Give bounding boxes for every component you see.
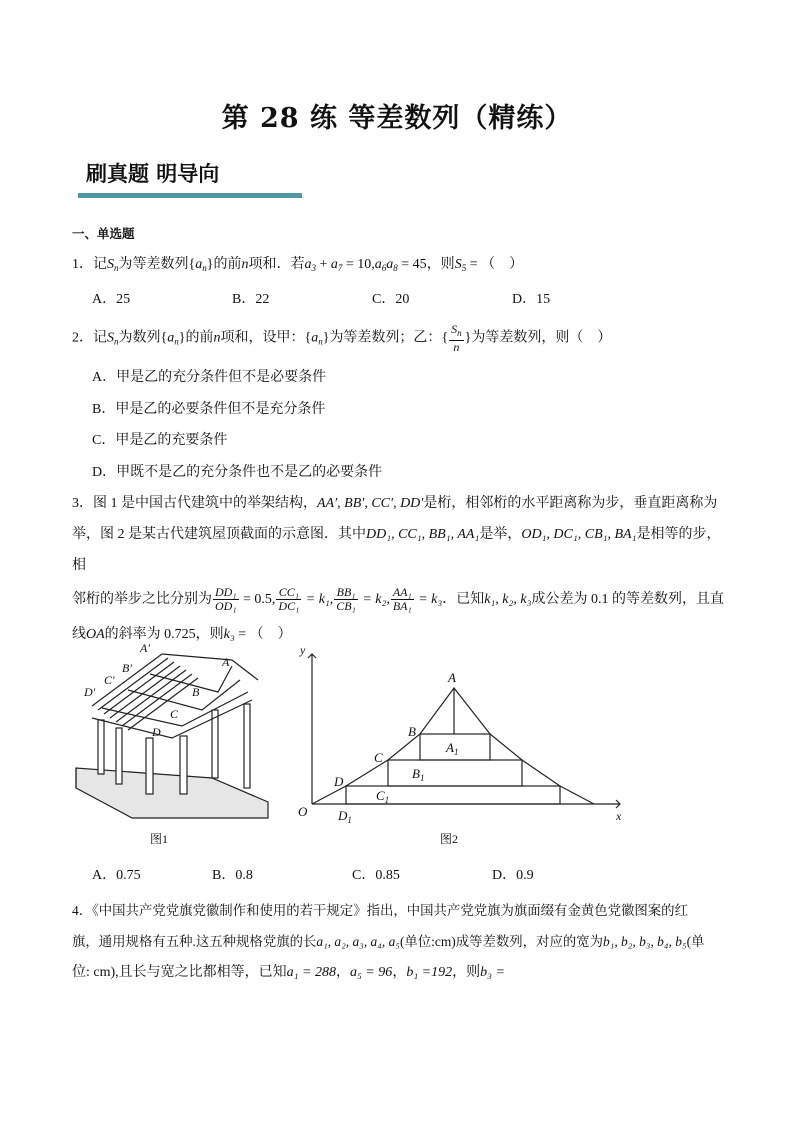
- q3-frac-num: BB₁: [334, 586, 358, 600]
- q1-sub: n: [202, 263, 207, 273]
- q3-fraction-4: [391, 586, 414, 613]
- q1-var: a: [330, 257, 338, 272]
- q2-frac-num: S: [451, 322, 458, 336]
- q2-frac-sub: n: [457, 328, 462, 338]
- q1-text: 项和．若: [248, 257, 305, 272]
- option-a: A．0.75: [92, 868, 141, 883]
- q1-text: = （ ）: [466, 257, 524, 272]
- q1-sub: 3: [311, 263, 316, 273]
- q4-math: a₁ = 288: [286, 965, 336, 980]
- fig2-label-c1: [376, 788, 389, 805]
- fig1-label-a: A: [222, 655, 230, 669]
- q3-text: ．已知: [442, 592, 485, 607]
- option-a: A．25: [92, 292, 131, 307]
- q4-text: ，: [392, 965, 407, 980]
- q2-sub: n: [174, 336, 179, 347]
- q2-var: n: [213, 330, 221, 346]
- question-2: [72, 323, 724, 357]
- option-d: D．15: [512, 292, 551, 307]
- q3-fraction-2: [276, 586, 301, 613]
- q1-var: a: [304, 257, 312, 272]
- q4-text: (单位:cm)成等差数列，对应的宽为: [399, 934, 604, 949]
- q3-frac-num: CC₁: [276, 586, 301, 600]
- option-a: A．甲是乙的充分条件但不是必要条件: [92, 370, 327, 385]
- section-heading: 一、单选题: [72, 226, 135, 241]
- q3-frac-den: BA₁: [392, 599, 412, 614]
- figure-2: [290, 648, 630, 828]
- q1-var: a: [374, 257, 382, 272]
- fig1-label-d-prime: D′: [84, 685, 96, 699]
- q4-math: a₅ = 96: [349, 965, 393, 980]
- q1-eq: = 10,: [342, 257, 375, 272]
- q4-math: a₁, a₂, a₃, a₄, a₅: [316, 934, 400, 949]
- q1-var: S: [107, 257, 114, 272]
- question-1: [72, 250, 724, 283]
- fig2-label-a: A: [448, 670, 456, 685]
- option-b: B．22: [232, 292, 270, 307]
- fig2-origin-label: O: [298, 804, 308, 819]
- q3-frac-den: CB₁: [336, 599, 356, 614]
- q2-brace: }: [178, 330, 186, 346]
- q1-sub: 8: [393, 263, 398, 273]
- fig2-label-b1-main: B: [412, 766, 420, 781]
- q2-brace: }: [322, 330, 330, 346]
- q1-sub: 5: [461, 263, 467, 273]
- q3-text: 是相等的步，相: [72, 527, 721, 573]
- q3-line-3: [72, 581, 724, 619]
- option-b: B．甲是乙的必要条件但不是充分条件: [92, 401, 326, 417]
- q4-text: 位: cm),且长与宽之比都相等，已知: [72, 965, 287, 980]
- q1-options: [92, 288, 652, 308]
- q3-text: 线: [72, 627, 86, 642]
- q1-var: a: [386, 257, 394, 272]
- q1-brace: }: [206, 257, 214, 272]
- q2-fraction: [449, 323, 464, 354]
- q3-math: DD₁, CC₁, BB₁, AA₁: [366, 527, 480, 542]
- q3-frac-den: OD₁: [215, 599, 237, 614]
- q3-frac-num: DD₁: [215, 585, 237, 600]
- q3-eq: = k₁,: [302, 592, 334, 607]
- page-title: 第 28 练 等差数列（精练）: [221, 103, 573, 134]
- q3-text: = （ ）: [234, 627, 292, 642]
- q1-text: 1．记: [72, 257, 107, 272]
- q3-math: k₃: [223, 627, 235, 642]
- fig1-platform: [76, 768, 268, 818]
- fig1-label-c-prime: C′: [104, 673, 115, 687]
- figure-1: [72, 640, 272, 820]
- q2-options: [92, 362, 382, 488]
- option-c: C．甲是乙的充要条件: [92, 433, 228, 448]
- q3-options: [92, 864, 632, 884]
- fig2-label-b: B: [408, 724, 416, 739]
- fig1-label-c: C: [170, 707, 179, 721]
- fig2-label-d: D: [334, 774, 344, 789]
- q3-fraction-3: [334, 586, 358, 613]
- fig1-label-d: D: [152, 725, 161, 739]
- question-4: [72, 895, 724, 988]
- q2-text: 2．记: [72, 330, 107, 346]
- q2-text: 项和，设甲：: [220, 330, 305, 346]
- fig2-x-label: x: [616, 809, 622, 823]
- q2-brace: {: [441, 330, 449, 346]
- option-d: D．甲既不是乙的充分条件也不是乙的必要条件: [92, 464, 383, 480]
- q3-math: OA: [86, 627, 105, 642]
- fig1-label-b: B: [192, 685, 200, 699]
- q2-text: 为等差数列；乙：: [329, 330, 442, 346]
- q2-var: a: [167, 330, 175, 346]
- q4-math: b₃ =: [480, 965, 505, 980]
- q3-line-1: [72, 488, 724, 519]
- fig2-label-a1-sub: 1: [453, 747, 459, 757]
- q3-eq: = k₂,: [358, 592, 390, 607]
- q3-frac-num: AA₁: [392, 585, 412, 600]
- fig2-label-c1-sub: 1: [384, 795, 390, 805]
- option-b: B．0.8: [212, 868, 253, 883]
- q3-math: OD₁, DC₁, CB₁, BA₁: [521, 527, 637, 542]
- q3-eq: = k₃: [414, 592, 443, 607]
- q3-eq: = 0.5,: [239, 592, 276, 607]
- option-d: D．0.9: [492, 868, 534, 883]
- q4-text: ，: [335, 965, 350, 980]
- q1-op: +: [315, 257, 331, 272]
- question-3: [72, 488, 724, 650]
- q2-brace: {: [160, 330, 168, 346]
- fig2-label-d1: [337, 808, 352, 825]
- q4-line-2: [72, 926, 724, 957]
- q2-brace: }: [464, 330, 472, 346]
- q3-math: AA′, BB′, CC′, DD′: [317, 496, 424, 511]
- fig2-label-d1-main: D: [338, 808, 348, 823]
- fig2-y-label: y: [300, 648, 306, 657]
- fig2-label-d1-sub: 1: [347, 815, 352, 825]
- q2-frac-den: n: [453, 340, 460, 354]
- fig2-caption: 图2: [440, 832, 459, 846]
- q4-math: b₁ =192: [406, 965, 453, 980]
- q3-text: 是举，: [479, 527, 522, 542]
- q2-brace: {: [304, 330, 312, 346]
- q1-var: a: [195, 257, 203, 272]
- option-c: C．0.85: [352, 868, 400, 883]
- fig2-label-b1-sub: 1: [419, 773, 425, 783]
- q1-text: 的前: [213, 257, 242, 272]
- section-banner: 刷真题 明导向: [86, 162, 220, 186]
- q4-line-3: [72, 957, 724, 988]
- q2-var: a: [311, 330, 319, 346]
- fig2-label-c: C: [374, 750, 383, 765]
- q3-text: 邻桁的举步之比分别为: [72, 592, 212, 607]
- q1-eq: = 45: [397, 257, 427, 272]
- q2-sub: n: [114, 336, 119, 347]
- q1-sub: n: [114, 263, 119, 273]
- fig2-label-a1-main: A: [446, 740, 454, 755]
- q1-brace: {: [188, 257, 196, 272]
- fig1-label-b-prime: B′: [122, 661, 132, 675]
- q1-sub: 6: [381, 263, 387, 273]
- q3-math: k₁, k₂, k₃: [484, 592, 532, 607]
- fig2-label-a1: [445, 740, 458, 757]
- q2-text: 为数列: [118, 330, 161, 346]
- fig2-label-b1: [412, 766, 424, 783]
- q3-text: 成公差为 0.1 的等差数列，且直: [531, 592, 724, 607]
- q3-line-2: [72, 519, 724, 581]
- q4-text: ，则: [452, 965, 481, 980]
- fig1-label-a-prime: A′: [140, 641, 150, 655]
- q3-frac-den: DC₁: [278, 599, 300, 614]
- q3-text: 举，图 2 是某古代建筑屋顶截面的示意图．其中: [72, 527, 366, 542]
- q2-text: 的前: [185, 330, 214, 346]
- q4-text: 旗，通用规格有五种.这五种规格党旗的长: [72, 934, 317, 949]
- q4-line-1: 4．《中国共产党党旗党徽制作和使用的若干规定》指出，中国共产党党旗为旗面缀有金黄色党徽图案的红: [72, 903, 688, 918]
- q2-sub: n: [318, 336, 323, 347]
- q2-var: S: [107, 330, 114, 346]
- banner-underline: [78, 193, 302, 198]
- fig1-caption: 图1: [150, 832, 169, 846]
- q2-text: 为等差数列，则（ ）: [471, 330, 612, 346]
- fig2-label-c1-main: C: [376, 788, 385, 803]
- q1-text: ，则: [426, 257, 455, 272]
- q3-text: 的斜率为 0.725，则: [104, 627, 224, 642]
- q4-math: b₁, b₂, b₃, b₄, b₅: [603, 934, 687, 949]
- q1-var: S: [454, 257, 462, 272]
- q4-text: (单: [686, 934, 705, 949]
- fig2-step-2: [388, 760, 522, 786]
- q3-fraction-1: [213, 586, 239, 613]
- q1-var: n: [241, 257, 249, 272]
- q1-text: 为等差数列: [118, 257, 189, 272]
- q3-text: 是桁，相邻桁的水平距离称为步，垂直距离称为: [423, 496, 718, 511]
- q1-sub: 7: [337, 263, 343, 273]
- option-c: C．20: [372, 292, 410, 307]
- q3-text: 3．图 1 是中国古代建筑中的举架结构，: [72, 496, 317, 511]
